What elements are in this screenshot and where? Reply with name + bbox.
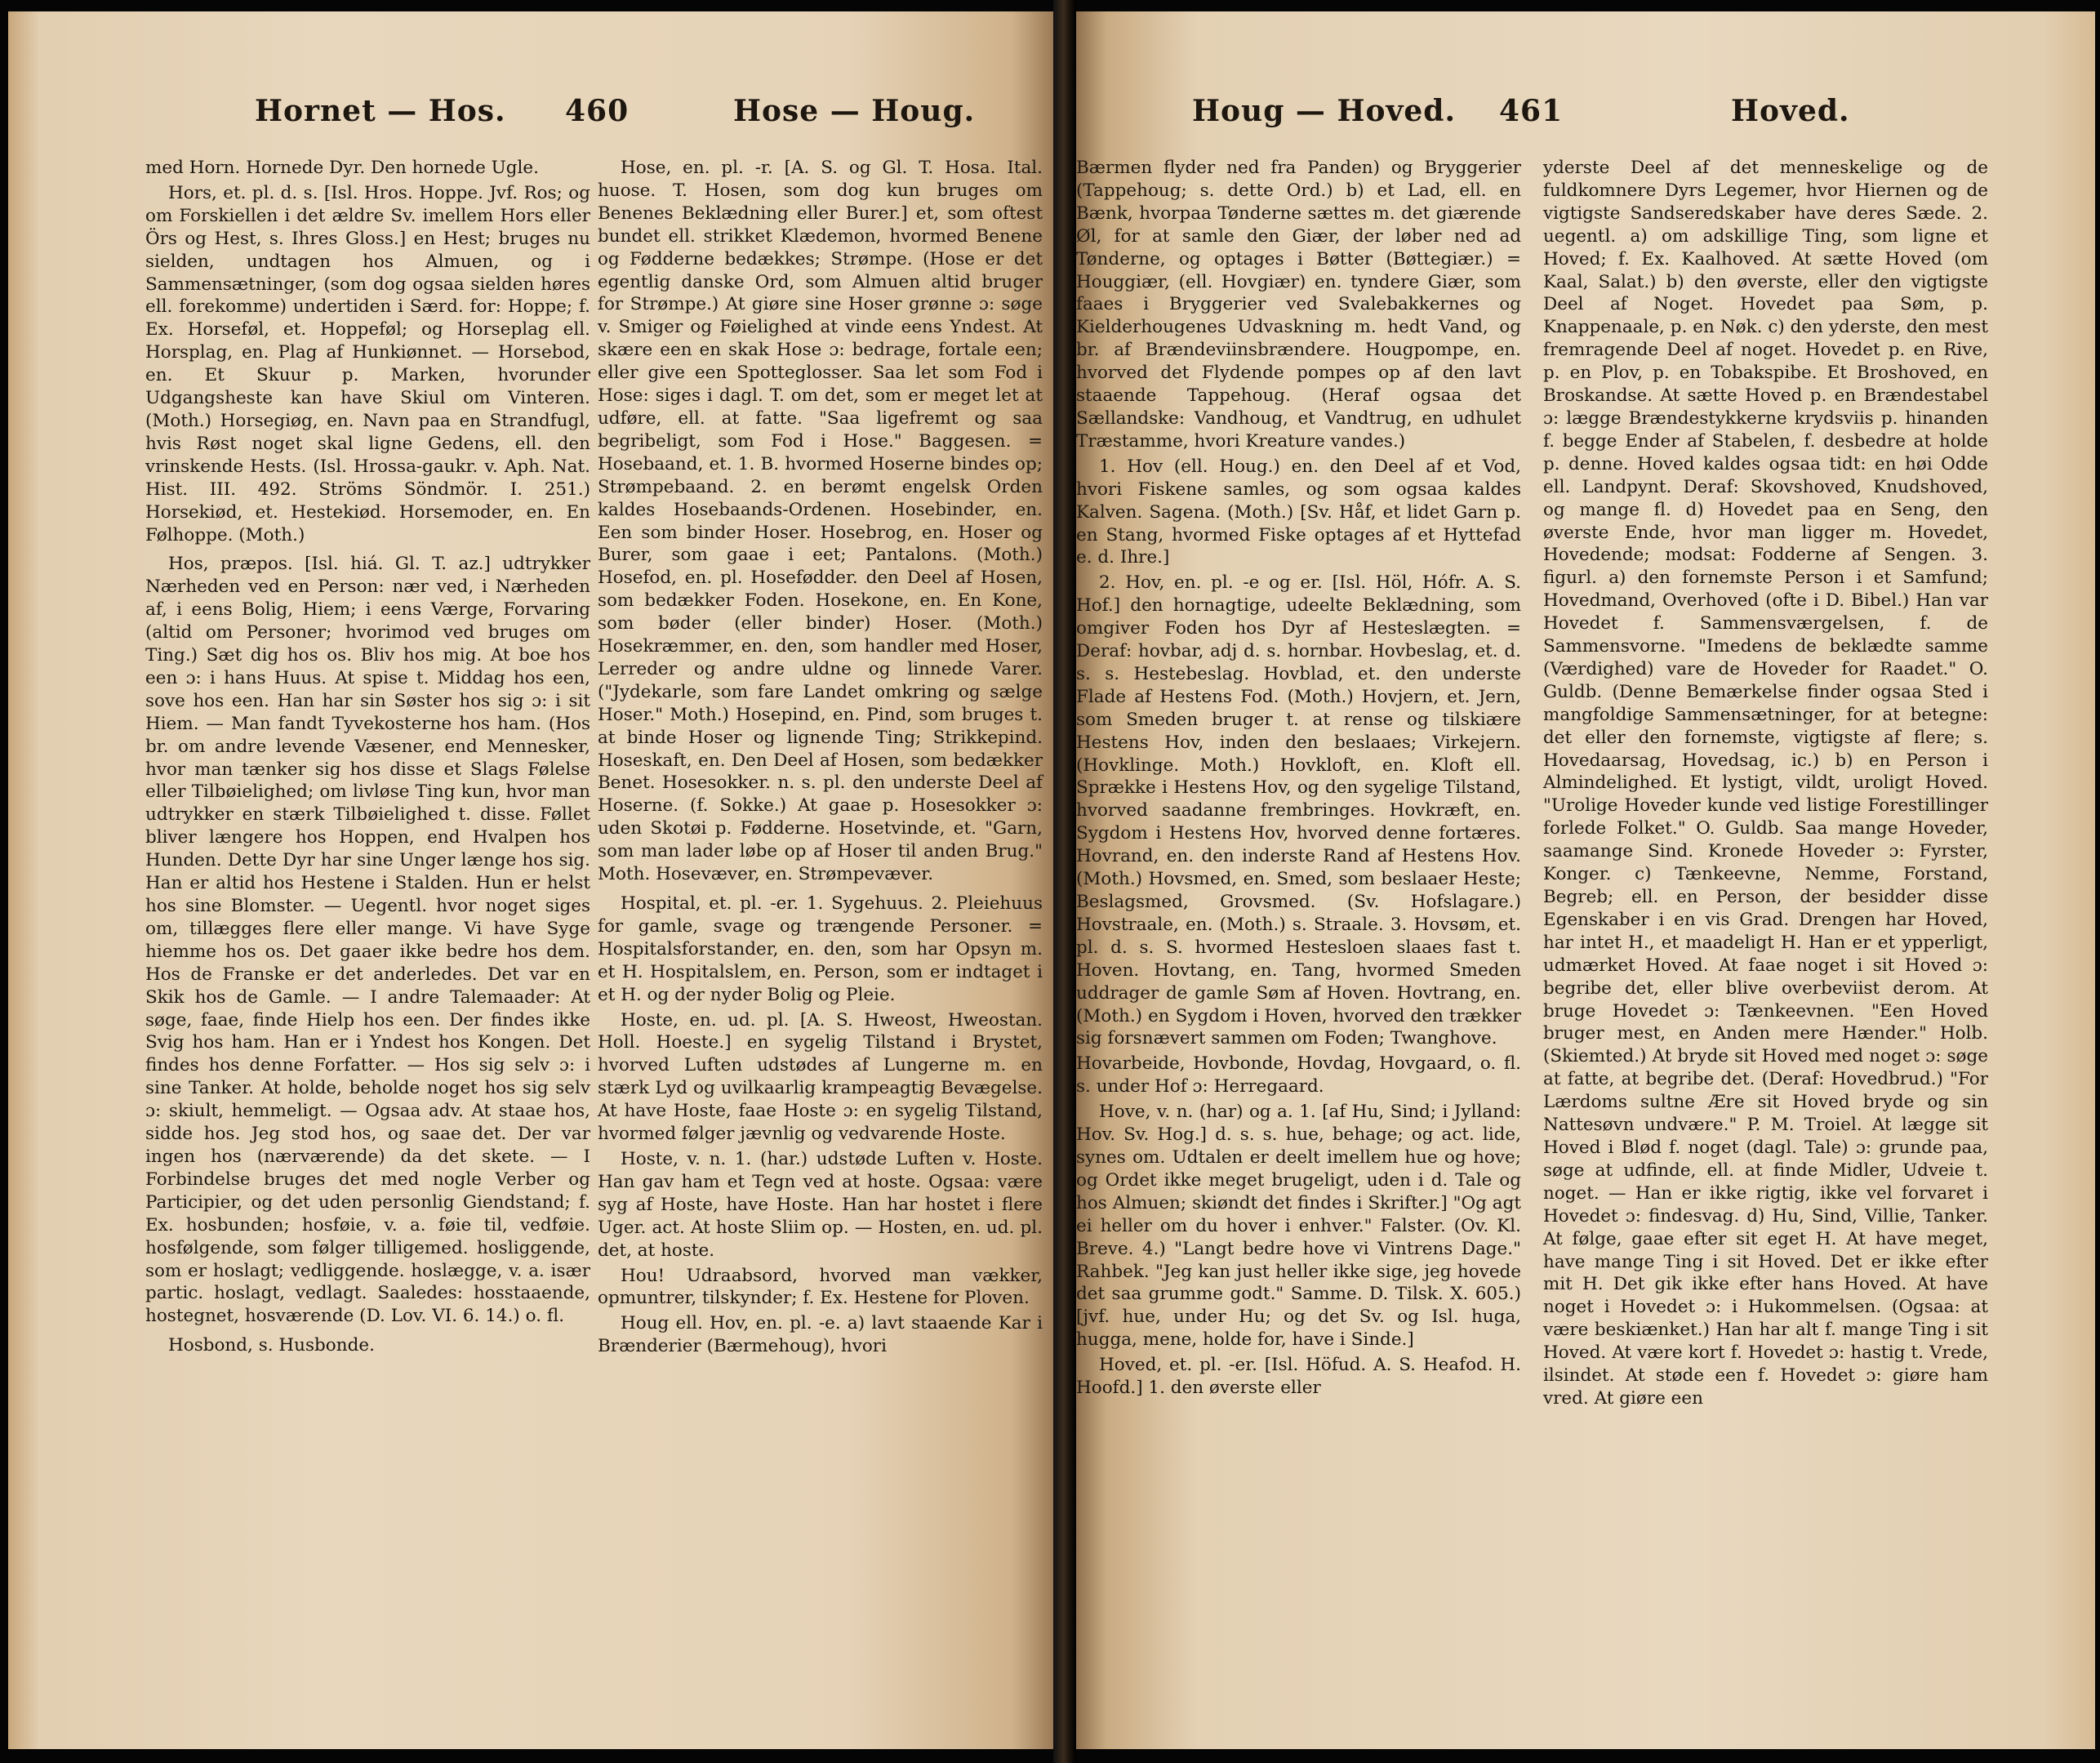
left-column-1: [145, 157, 590, 1360]
entry-paragraph: Hoste, en. ud. pl. [A. S. Hweost, Hweostan. Holl. Hoeste.] en sygelig Tilstand i Brystet, hvorved Luften udstødes af Lungerne m. en stærk Lyd og uvilkaarlig krampeagtig Bevægelse. At have Hoste, faae Hoste ɔ: en sygelig Tilstand, hvormed følger jævnlig og vedvarende Hoste.: [598, 1009, 1043, 1145]
entry-paragraph: Hove, v. n. (har) og a. 1. [af Hu, Sind; i Jylland: Hov. Sv. Hog.] d. s. s. hue, behage; og act. lide, synes om. Udtalen er deelt imellem hue og hove; og Ordet ikke meget brugeligt, uden i d. Tale og hos Almuen; skiøndt det findes i Skrifter.] "Og agt ei heller om du hover i enhver." Falster. (Ov. Kl. Breve. 4.) "Langt bedre hove vi Vintrens Dage." Rahbek. "Jeg kan just heller ikke sige, jeg hovede det saa grumme godt." Samme. D. Tilsk. X. 605.) [jvf. hue, under Hu; og det Sv. og Isl. huga, hugga, mene, holde for, have i Sinde.]: [1076, 1102, 1521, 1351]
entry-paragraph: Hose, en. pl. -r. [A. S. og Gl. T. Hosa. Ital. huose. T. Hosen, som dog kun bruges om Benenes Beklædning eller Burer.] et, som oftest bundet ell. strikket Klædemon, hvormed Benene og Fødderne bedækkes; Strømpe. (Hose er det egentlig danske Ord, som Almuen altid bruger for Strømpe.) At giøre sine Hoser grønne ɔ: søge v. Smiger og Føielighed at vinde eens Yndest. At skære een en skak Hose ɔ: bedrage, fortale een; eller give een Spotteglosser. Saa let som Fod i Hose: siges i dagl. T. om det, som er meget let at udføre, ell. at fatte. "Saa ligefremt og saa begribeligt, som Fod i Hose." Baggesen. = Hosebaand, et. 1. B. hvormed Hoserne bindes op; Strømpebaand. 2. en berømt engelsk Orden kaldes Hosebaands-Ordenen. Hosebinder, en. Een som binder Hoser. Hosebrog, en. Hoser og Burer, som gaae i eet; Pantalons. (Moth.) Hosefod, en. pl. Hosefødder. den Deel af Hosen, som bedækker Foden. Hosekone, en. En Kone, som bøder (eller binder) Hoser. (Moth.) Hosekræmmer, en. den, som handler med Hoser, Lerreder og andre uldne og linnede Varer. ("Jydekarle, som fare Landet omkring og sælge Hoser." Moth.) Hosepind, en. Pind, som bruges t. at binde Hoser og lignende Ting; Strikkepind. Hoseskaft, en. Den Deel af Hosen, som bedækker Benet. Hosesokker. n. s. pl. den underste Deel af Hoserne. (f. Sokke.) At gaae p. Hosesokker ɔ: uden Skotøi p. Fødderne. Hosetvinde, et. "Garn, som man lader løbe op af Hoser til anden Brug." Moth. Hosevæver, en. Strømpevæver.: [598, 158, 1043, 885]
left-page: [8, 11, 1053, 1749]
left-page-number: 460: [565, 94, 630, 128]
entry-paragraph: Hors, et. pl. d. s. [Isl. Hros. Hoppe. Jvf. Ros; og om Forskiellen i det ældre Sv. imellem Hors eller Örs og Hest, s. Ihres Gloss.] en Hest; bruges nu sielden, undtagen hos Almuen, og i Sammensætninger, (som dog ogsaa sielden høres ell. forekomme) undertiden i Særd. for: Hoppe; f. Ex. Horseføl, et. Hoppeføl; og Horseplag ell. Horsplag, en. Plag af Hunkiønnet. — Horsebod, en. Et Skuur p. Marken, hvorunder Udgangsheste kan have Skiul om Vinteren. (Moth.) Horsegiøg, en. Navn paa en Strandfugl, hvis Røst noget skal ligne Gedens, ell. den vrinskende Hests. (Isl. Hrossa-gaukr. v. Aph. Nat. Hist. III. 492. Ströms Söndmör. I. 251.) Horsekiød, et. Hestekiød. Horsemoder, en. En Følhoppe. (Moth.): [145, 182, 590, 545]
left-running-head: [8, 87, 1053, 136]
entry-paragraph: med Horn. Hornede Dyr. Den hornede Ugle.: [145, 158, 539, 178]
right-header-right: Hoved.: [1731, 94, 1850, 128]
entry-paragraph: yderste Deel af det menneskelige og de fuldkomnere Dyrs Legemer, hvor Hiernen og de vigtigste Sandseredskaber have deres Sæde. 2. uegentl. a) om adskillige Ting, som ligne et Hoved; f. Ex. Kaalhoved. At sætte Hoved (om Kaal, Salat.) b) den øverste, eller den vigtigste Deel af Noget. Hovedet paa Søm, p. Knappenaale, p. en Nøk. c) den yderste, den mest fremragende Deel af noget. Hovedet p. en Rive, p. en Plov, p. en Tobakspibe. Et Broshoved, en Broskandse. At sætte Hoved p. en Brændestabel ɔ: lægge Brændestykkerne krydsviis p. hinanden f. begge Ender af Stabelen, f. desbedre at holde p. denne. Hoved kaldes ogsaa tidt: en høi Odde ell. Landpynt. Deraf: Skovshoved, Knudshoved, og mange fl. d) Hovedet paa en Seng, den øverste Ende, hvor man ligger m. Hovedet, Hovedende; modsat: Fodderne af Sengen. 3. figurl. a) den fornemste Person i et Samfund; Hovedmand, Overhoved (ofte i D. Bibel.) Han var Hovedet f. Sammensværgelsen, f. de Sammensvorne. "Imedens de beklædte samme (Værdighed) vare de Hoveder for Raadet." O. Guldb. (Denne Bemærkelse finder ogsaa Sted i mangfoldige Sammensætninger, for at betegne: det eller den fornemste, vigtigste af flere; s. Hovedaarsag, Hovedsag, ic.) b) en Person i Almindelighed. Et lystigt, vildt, uroligt Hoved. "Urolige Hoveder kunde ved listige Forestillinger forlede Folket." O. Guldb. Saa mange Hoveder, saamange Sind. Kronede Hoveder ɔ: Fyrster, Konger. c) Tænkeevne, Nemme, Forstand, Begreb; ell. en Person, der besidder disse Egenskaber i en vis Grad. Drengen har Hoved, har intet H., et maadeligt H. Han er et ypperligt, udmærket Hoved. At faae noget i sit Hoved ɔ: begribe det, eller blive overbeviist derom. At bruge Hovedet ɔ: Tænkeevnen. "Een Hoved bruger mest, en Anden mere Hænder." Holb. (Skiemted.) At bryde sit Hoved med noget ɔ: søge at fatte, at begribe det. (Deraf: Hovedbrud.) "For Lærdoms sultne Ære sit Hoved bryde og sin Nattesøvn undvære." P. M. Troiel. At lægge sit Hoved i Blød f. noget (dagl. Tale) ɔ: grunde paa, søge at udfinde, ell. at finde Midler, Udveie t. noget. — Han er ikke rigtig, ikke vel forvaret i Hovedet ɔ: findesvag. d) Hu, Sind, Villie, Tanker. At følge, gaae efter sit eget H. At have meget, have mange Ting i sit Hoved. Det er ikke efter mit H. Det gik ikke efter hans Hoved. At have noget i Hovedet ɔ: i Hukommelsen. (Ogsaa: at være beskiænket.) Han har alt f. mange Ting i sit Hoved. At være kort f. Hovedet ɔ: hastig t. Vrede, ilsindet. At støde een f. Hovedet ɔ: giøre ham vred. At giøre een: [1543, 158, 1988, 1409]
right-column-2: [1543, 157, 1988, 1413]
entry-paragraph: Houg ell. Hov, en. pl. -e. a) lavt staaende Kar i Brænderier (Bærmehoug), hvori: [598, 1313, 1043, 1357]
entry-paragraph: Hoste, v. n. 1. (har.) udstøde Luften v. Hoste. Han gav ham et Tegn ved at hoste. Ogsaa: være syg af Hoste, have Hoste. Han har hostet i flere Uger. act. At hoste Sliim op. — Hosten, en. ud. pl. det, at hoste.: [598, 1148, 1043, 1261]
right-column-1: [1076, 157, 1521, 1402]
entry-paragraph: Hosbond, s. Husbonde.: [168, 1335, 375, 1356]
entry-paragraph: 1. Hov (ell. Houg.) en. den Deel af et Vod, hvori Fiskene samles, og som ogsaa kaldes Kalven. Sagena. (Moth.) [Sv. Håf, et lidet Garn p. en Stang, hvormed Fiske optages af et Hyttefad e. d. Ihre.]: [1076, 456, 1521, 568]
right-page-number: 461: [1499, 94, 1564, 128]
right-running-head: [1076, 87, 2095, 136]
entry-paragraph: Hospital, et. pl. -er. 1. Sygehuus. 2. Pleiehuus for gamle, svage og trængende Personer. = Hospitalsforstander, en. den, som har Opsyn m. et H. Hospitalslem, en. Person, som er indtaget i et H. og der nyder Bolig og Pleie.: [598, 893, 1043, 1005]
entry-paragraph: 2. Hov, en. pl. -e og er. [Isl. Höl, Hófr. A. S. Hof.] den hornagtige, udeelte Beklædning, som omgiver Foden hos Dyr af Hesteslægten. = Deraf: hovbar, adj d. s. hornbar. Hovbeslag, et. d. s. s. Hestebeslag. Hovblad, et. den underste Flade af Hestens Fod. (Moth.) Hovjern, et. Jern, som Smeden bruger t. at rense og tilskiære Hestens Hov, inden den beslaaes; Virkejern. (Hovklinge. Moth.) Hovkloft, en. Kloft ell. Sprække i Hestens Hov, og den sygelige Tilstand, hvorved saadanne frembringes. Hovkræft, en. Sygdom i Hestens Hov, hvorved denne fortæres. Hovrand, en. den inderste Rand af Hestens Hov. (Moth.) Hovsmed, en. Smed, som beslaaer Heste; Beslagsmed, Grovsmed. (Sv. Hofslagare.) Hovstraale, en. (Moth.) s. Straale. 3. Hovsøm, et. pl. d. s. S. hvormed Hestesloen slaaes fast t. Hoven. Hovtang, en. Tang, hvormed Smeden uddrager de gamle Søm af Hoven. Hovtrang, en. (Moth.) en Sygdom i Hoven, hvorved den trækker sig forsnævert sammen om Foden; Twanghove.: [1076, 572, 1521, 1049]
right-header-left: Houg — Hoved.: [1192, 94, 1456, 128]
left-column-2: [598, 157, 1043, 1360]
entry-paragraph: Hos, præpos. [Isl. hiá. Gl. T. az.] udtrykker Nærheden ved en Person: nær ved, i Nærheden af, i eens Bolig, Hiem; i eens Værge, Forvaring (altid om Personer; hvorimod ved bruges om Ting.) Sæt dig hos os. Bliv hos mig. At boe hos een ɔ: i hans Huus. At spise t. Middag hos een, sove hos een. Han har sin Søster hos sig ɔ: i sit Hiem. — Man fandt Tyvekosterne hos ham. (Hos br. om andre levende Væsener, end Mennesker, hvor man tænker sig hos disse et Slags Følelse eller Tilbøielighed; om livløse Ting kun, hvor man udtrykker en stærk Tilbøielighed t. disse. Føllet bliver længere hos Hoppen, end Hvalpen hos Hunden. Dette Dyr har sine Unger længe hos sig. Han er altid hos Hestene i Stalden. Hun er helst hos sine Blomster. — Uegentl. hvor noget siges om, tillægges flere eller mange. Vi have Syge hiemme hos os. Det gaaer ikke bedre hos dem. Hos de Franske er det anderledes. Det var en Skik hos de Gamle. — I andre Talemaader: At søge, faae, finde Hielp hos een. Der findes ikke Svig hos ham. Han er i Yndest hos Kongen. Det findes hos denne Forfatter. — Hos sig selv ɔ: i sine Tanker. At holde, beholde noget hos sig selv ɔ: skiult, hemmeligt. — Ogsaa adv. At staae hos, sidde hos. Jeg stod hos, og saae det. Der var ingen hos (nærværende) da det skete. — I Forbindelse bruges det med nogle Verber og Participier, og det uden personlig Giendstand; f. Ex. hosbunden; hosføie, v. a. føie til, vedføie. hosfølgende, som følger tilligemed. hosliggende, som er hoslagt; vedliggende. hoslægge, v. a. især partic. hoslagt, vedlagt. Saaledes: hosstaaende, hostegnet, hosværende (D. Lov. VI. 6. 14.) o. fl.: [145, 554, 590, 1327]
entry-paragraph: Bærmen flyder ned fra Panden) og Bryggerier (Tappehoug; s. dette Ord.) b) et Lad, ell. en Bænk, hvorpaa Tønderne sættes m. det giærende Øl, for at samle den Giær, der løber ned ad Tønderne, og optages i Bøtter (Bøttegiær.) = Houggiær, (ell. Hovgiær) en. tyndere Giær, som faaes i Bryggerier ved Svalebakkernes og Kielderhougenes Udvaskning m. hedt Vand, og br. af Brændeviinsbrændere. Hougpompe, en. hvorved det Flydende pompes op af den lavt staaende Tappehoug. (Heraf ogsaa det Sællandske: Vandhoug, et Vandtrug, en udhulet Træstamme, hvori Kreature vandes.): [1076, 158, 1521, 452]
book-gutter: [1053, 0, 1076, 1763]
entry-paragraph: Hovarbeide, Hovbonde, Hovdag, Hovgaard, o. fl. s. under Hof ɔ: Herregaard.: [1076, 1053, 1521, 1097]
left-header-right: Hose — Houg.: [733, 94, 976, 128]
right-page: [1076, 11, 2095, 1749]
entry-paragraph: Hoved, et. pl. -er. [Isl. Höfud. A. S. Heafod. H. Hoofd.] 1. den øverste eller: [1076, 1355, 1521, 1399]
entry-paragraph: Hou! Udraabsord, hvorved man vækker, opmuntrer, tilskynder; f. Ex. Hestene for Ploven.: [598, 1265, 1043, 1309]
left-header-left: Hornet — Hos.: [255, 94, 506, 128]
